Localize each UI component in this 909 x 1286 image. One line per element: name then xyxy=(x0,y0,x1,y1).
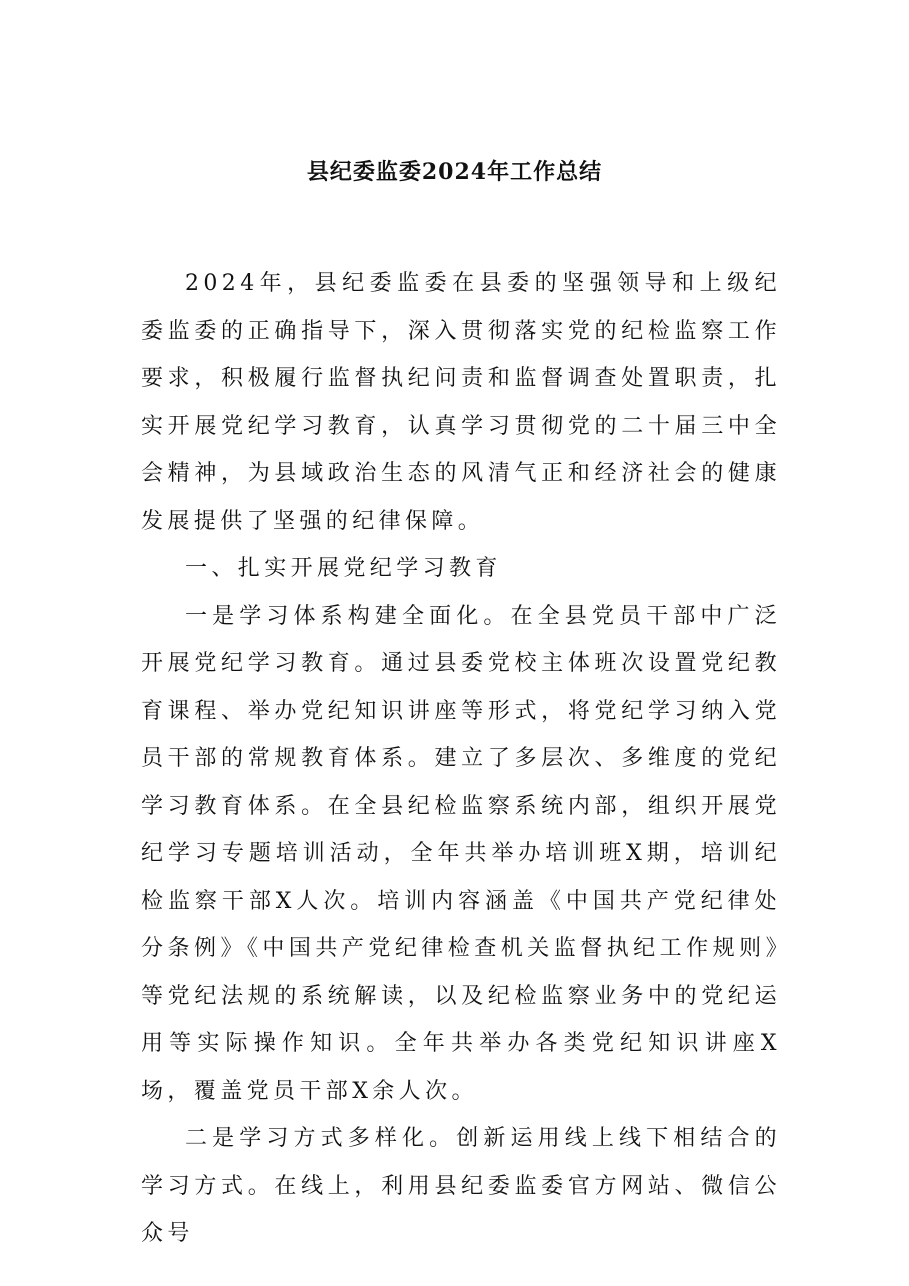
document-body xyxy=(141,260,781,1258)
body-paragraph: 一是学习体系构建全面化。在全县党员干部中广泛开展党纪学习教育。通过县委党校主体班次设置党纪教育课程、举办党纪知识讲座等形式，将党纪学习纳入党员干部的常规教育体系。建立了多层次、多维度的党纪学习教育体系。在全县纪检监察系统内部，组织开展党纪学习专题培训活动，全年共举办培训班X期，培训纪检监察干部X人次。培训内容涵盖《中国共产党纪律处分条例》《中国共产党纪律检查机关监督执纪工作规则》等党纪法规的系统解读，以及纪检监察业务中的党纪运用等实际操作知识。全年共举办各类党纪知识讲座X场，覆盖党员干部X余人次。 xyxy=(141,603,781,1104)
body-paragraph: 二是学习方式多样化。创新运用线上线下相结合的学习方式。在线上，利用县纪委监委官方网站、微信公众号 xyxy=(141,1126,781,1246)
document-title: 县纪委监委2024年工作总结 xyxy=(306,159,603,185)
section-heading: 一、扎实开展党纪学习教育 xyxy=(185,556,502,581)
intro-paragraph: 2024年，县纪委监委在县委的坚强领导和上级纪委监委的正确指导下，深入贯彻落实党的纪检监察工作要求，积极履行监督执纪问责和监督调查处置职责，扎实开展党纪学习教育，认真学习贯彻党的二十届三中全会精神，为县域政治生态的风清气正和经济社会的健康发展提供了坚强的纪律保障。 xyxy=(141,271,781,534)
